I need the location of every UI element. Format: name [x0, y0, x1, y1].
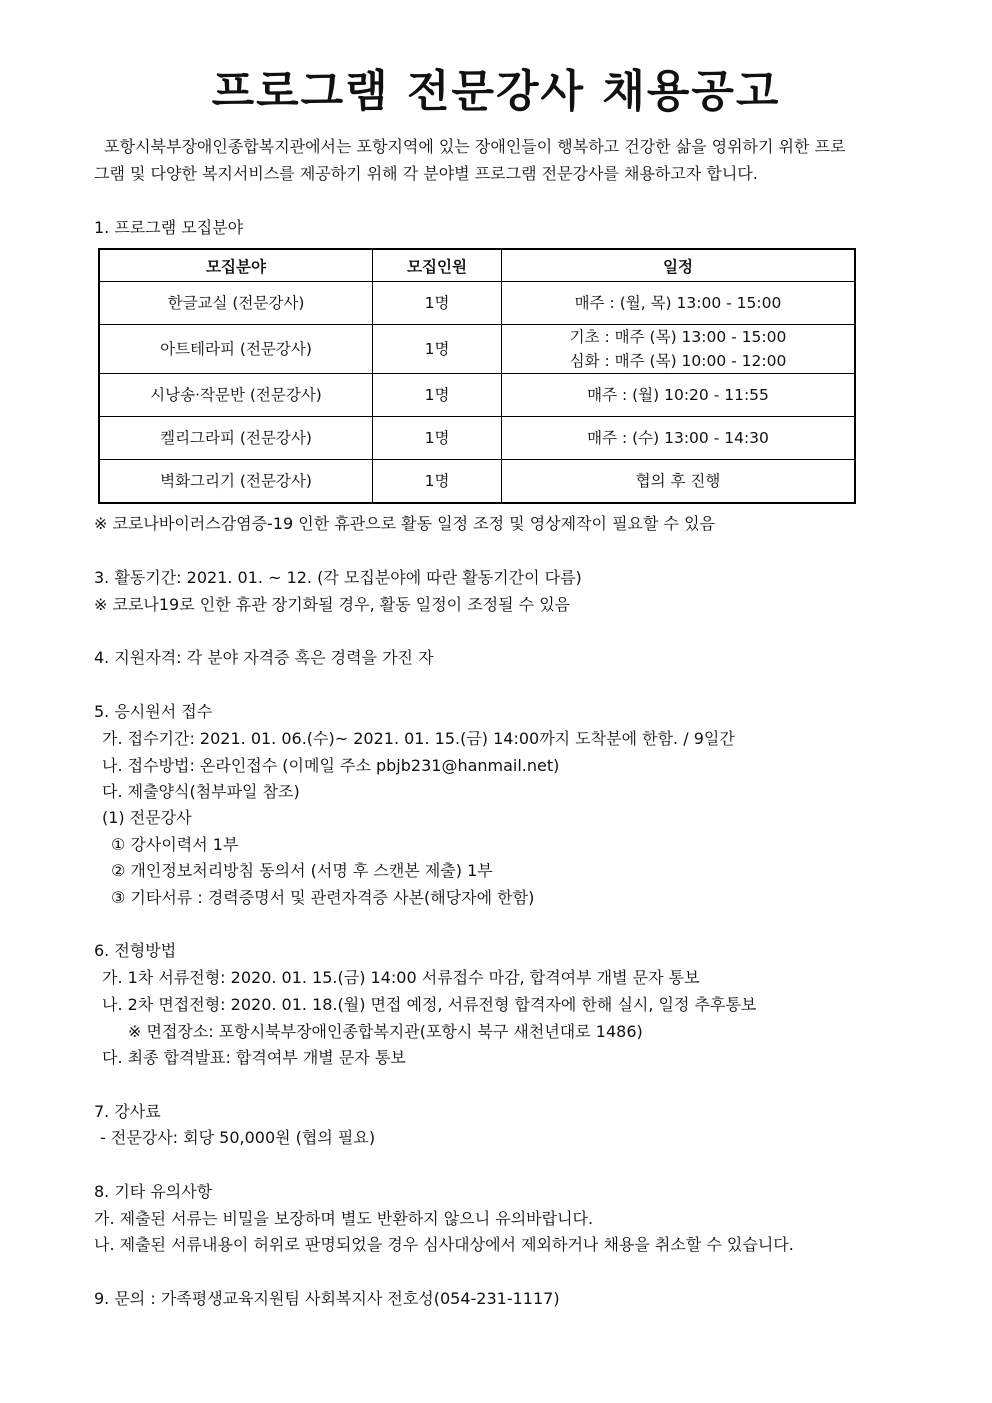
field-cell: 켈리그라피 (전문강사) — [99, 417, 373, 460]
intro-paragraph — [94, 133, 854, 187]
schedule-line: 매주 : (수) 13:00 - 14:30 — [587, 429, 769, 447]
section9-contact: 9. 문의 : 가족평생교육지원팀 사회복지사 전호성(054-231-1117) — [94, 1289, 560, 1308]
table-row — [99, 460, 855, 504]
section5-method: 나. 접수방법: 온라인접수 (이메일 주소 pbjb231@hanmail.net) — [102, 756, 560, 775]
section5-forms: 다. 제출양식(첨부파일 참조) — [102, 782, 300, 801]
field-cell: 한글교실 (전문강사) — [99, 282, 373, 325]
schedule-cell — [502, 325, 856, 374]
count-cell: 1명 — [373, 325, 502, 374]
page-title: 프로그램 전문강사 채용공고 — [211, 66, 781, 117]
count-cell: 1명 — [373, 374, 502, 417]
table-row — [99, 374, 855, 417]
column-header-count: 모집인원 — [373, 249, 502, 282]
required-doc-item: ① 강사이력서 1부 — [111, 835, 239, 854]
table-row — [99, 282, 855, 325]
section5-period: 가. 접수기간: 2021. 01. 06.(수)~ 2021. 01. 15.(금) 14:00까지 도착분에 한함. / 9일간 — [102, 729, 735, 748]
section5-heading: 5. 응시원서 접수 — [94, 702, 213, 721]
covid-note: ※ 코로나바이러스감염증-19 인한 휴관으로 활동 일정 조정 및 영상제작이 필요할 수 있음 — [94, 514, 715, 533]
section8-item-b: 나. 제출된 서류내용이 허위로 판명되었을 경우 심사대상에서 제외하거나 채용을 취소할 수 있습니다. — [94, 1235, 794, 1254]
section3-period: 3. 활동기간: 2021. 01. ~ 12. (각 모집분야에 따란 활동기간이 다름) — [94, 568, 582, 587]
intro-text: 포항시북부장애인종합복지관에서는 포항지역에 있는 장애인들이 행복하고 건강한 삶을 영위하기 위한 프로그램 및 다양한 복지서비스를 제공하기 위해 각 분야별 프로그램 전문강사를 채용하고자 합니다. — [94, 137, 846, 183]
section7-fee: - 전문강사: 회당 50,000원 (협의 필요) — [100, 1128, 376, 1147]
schedule-cell — [502, 460, 856, 504]
section8-heading: 8. 기타 유의사항 — [94, 1182, 213, 1201]
table-row — [99, 417, 855, 460]
required-doc-item: ③ 기타서류 : 경력증명서 및 관련자격증 사본(해당자에 한함) — [111, 888, 535, 907]
table-row — [99, 325, 855, 374]
count-cell: 1명 — [373, 460, 502, 504]
interview-location-note: ※ 면접장소: 포항시북부장애인종합복지관(포항시 북구 새천년대로 1486) — [128, 1022, 643, 1041]
section8-item-a: 가. 제출된 서류는 비밀을 보장하며 별도 반환하지 않으니 유의바랍니다. — [94, 1209, 594, 1228]
section6-first-round: 가. 1차 서류전형: 2020. 01. 15.(금) 14:00 서류접수 마감, 합격여부 개별 문자 통보 — [102, 968, 700, 987]
schedule-line: 매주 : (월) 10:20 - 11:55 — [587, 386, 769, 404]
required-doc-item: ② 개인정보처리방침 동의서 (서명 후 스캔본 제출) 1부 — [111, 861, 493, 880]
schedule-line: 심화 : 매주 (목) 10:00 - 12:00 — [569, 352, 787, 370]
section6-final: 다. 최종 합격발표: 합격여부 개별 문자 통보 — [102, 1048, 406, 1067]
field-cell: 벽화그리기 (전문강사) — [99, 460, 373, 504]
schedule-cell — [502, 374, 856, 417]
schedule-cell — [502, 417, 856, 460]
section6-second-round: 나. 2차 면접전형: 2020. 01. 18.(월) 면접 예정, 서류전형 합격자에 한해 실시, 일정 추후통보 — [102, 995, 757, 1014]
column-header-field: 모집분야 — [99, 249, 373, 282]
column-header-schedule: 일정 — [502, 249, 856, 282]
schedule-cell — [502, 282, 856, 325]
section1-heading: 1. 프로그램 모집분야 — [94, 218, 244, 237]
section3-note: ※ 코로나19로 인한 휴관 장기화될 경우, 활동 일정이 조정될 수 있음 — [94, 595, 571, 614]
field-cell: 시낭송·작문반 (전문강사) — [99, 374, 373, 417]
section5-sub-heading: (1) 전문강사 — [102, 808, 192, 827]
table-header-row — [99, 249, 855, 282]
recruit-table — [98, 248, 856, 504]
schedule-line: 협의 후 진행 — [635, 472, 721, 490]
schedule-line: 기초 : 매주 (목) 13:00 - 15:00 — [569, 328, 787, 346]
section4-qualification: 4. 지원자격: 각 분야 자격증 혹은 경력을 가진 자 — [94, 648, 434, 667]
section6-heading: 6. 전형방법 — [94, 941, 177, 960]
field-cell: 아트테라피 (전문강사) — [99, 325, 373, 374]
section7-heading: 7. 강사료 — [94, 1102, 161, 1121]
count-cell: 1명 — [373, 282, 502, 325]
schedule-line: 매주 : (월, 목) 13:00 - 15:00 — [574, 294, 782, 312]
count-cell: 1명 — [373, 417, 502, 460]
